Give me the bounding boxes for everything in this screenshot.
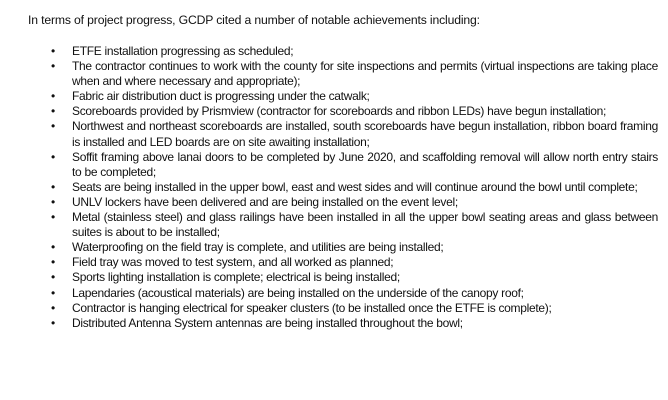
list-item-text: Seats are being installed in the upper bowl, east and west sides and will continue around the bowl until complete; (72, 179, 638, 194)
bullet-icon: • (51, 149, 55, 164)
list-item-text: Contractor is hanging electrical for speaker clusters (to be installed once the ETFE is complete); (72, 300, 552, 315)
list-item-text: ETFE installation progressing as scheduled; (72, 44, 294, 58)
list-item (0, 240, 658, 255)
list-item (0, 301, 658, 316)
list-item-text: Fabric air distribution duct is progressing under the catwalk; (72, 89, 370, 104)
list-item (0, 286, 658, 301)
list-item-text: Soffit framing above lanai doors to be completed by June 2020, and scaffolding removal will allow north entry stairs to be completed; (72, 149, 658, 179)
list-item (0, 89, 658, 104)
bullet-icon: • (51, 89, 55, 104)
intro-paragraph: In terms of project progress, GCDP cited a number of notable achievements including: (28, 13, 480, 27)
list-item (0, 270, 658, 285)
bullet-icon: • (51, 194, 55, 209)
bullet-icon: • (51, 59, 55, 74)
list-item-text: Field tray was moved to test system, and all worked as planned; (72, 255, 394, 270)
list-item (0, 150, 658, 180)
bullet-icon: • (51, 44, 55, 58)
list-item-text: Scoreboards provided by Prismview (contractor for scoreboards and ribbon LEDs) have begun installation; (72, 104, 607, 119)
list-item-text: Sports lighting installation is complete; electrical is being installed; (72, 270, 400, 285)
bullet-icon: • (51, 300, 55, 315)
list-item-text: Northwest and northeast scoreboards are installed, south scoreboards have begun installation, ribbon board framing is installed and LED boards are on site awaiting installation; (72, 119, 658, 149)
bullet-icon: • (51, 240, 55, 255)
bullet-icon: • (51, 255, 55, 270)
list-item-text: Lapendaries (acoustical materials) are being installed on the underside of the canopy roof; (72, 285, 524, 300)
bullet-icon: • (51, 285, 55, 300)
list-item-text: Distributed Antenna System antennas are being installed throughout the bowl; (72, 315, 463, 330)
list-item-text: The contractor continues to work with the county for site inspections and permits (virtual inspections are taking place when and where necessary and appropriate); (72, 59, 658, 89)
list-item-text: Metal (stainless steel) and glass railings have been installed in all the upper bowl seating areas and glass between suites is about to be installed; (72, 210, 658, 240)
list-item (0, 59, 658, 89)
list-item (0, 180, 658, 195)
list-item (0, 195, 658, 210)
list-item (0, 119, 658, 149)
bullet-icon: • (51, 270, 55, 285)
list-item-text: Waterproofing on the field tray is complete, and utilities are being installed; (72, 240, 444, 255)
bullet-icon: • (51, 210, 55, 225)
list-item (0, 210, 658, 240)
bullet-icon: • (51, 119, 55, 134)
list-item-text: UNLV lockers have been delivered and are being installed on the event level; (72, 194, 458, 209)
list-item (0, 104, 658, 119)
list-item (0, 255, 658, 270)
list-item (0, 316, 658, 331)
bullet-icon: • (51, 104, 55, 119)
bullet-icon: • (51, 315, 55, 330)
list-item (0, 44, 658, 59)
achievements-list (0, 44, 668, 331)
bullet-icon: • (51, 179, 55, 194)
